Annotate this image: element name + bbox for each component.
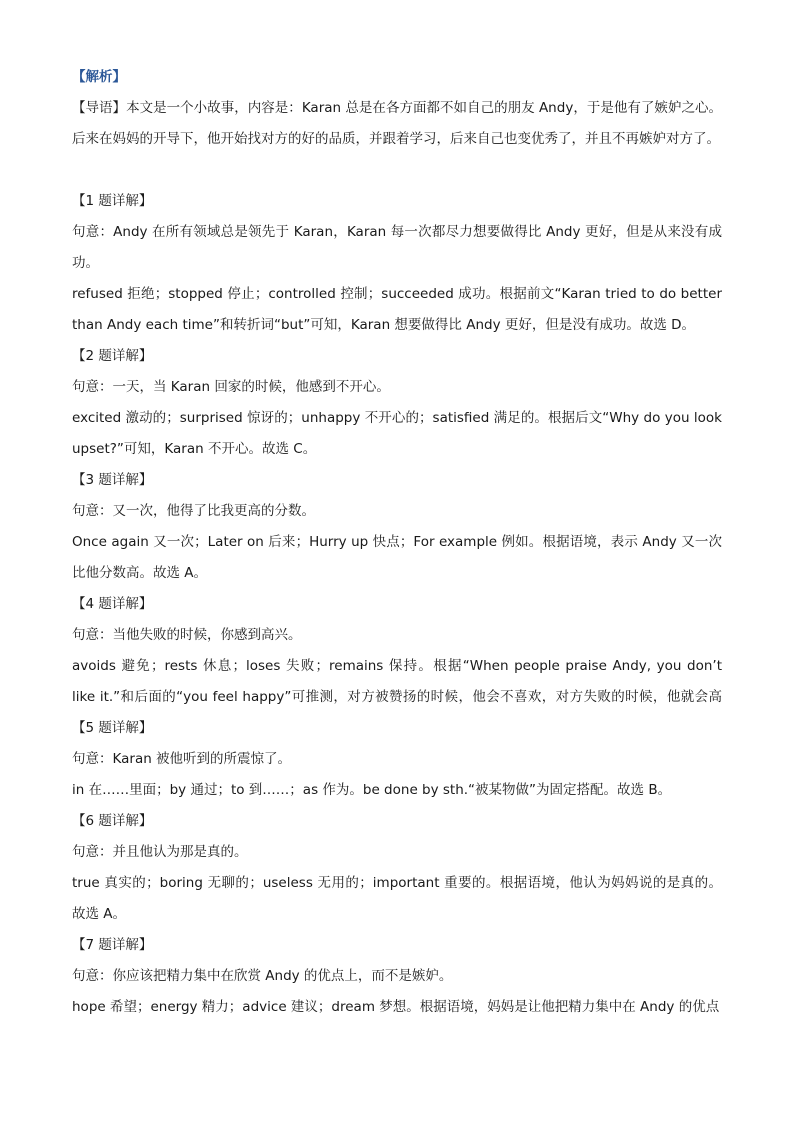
question-3-explanation: Once again 又一次；Later on 后来；Hurry up 快点；For example 例如。根据语境，表示 Andy 又一次比他分数高。故选 A。 [72, 534, 722, 581]
question-1-heading: 【1 题详解】 [72, 193, 153, 209]
question-5-heading: 【5 题详解】 [72, 720, 153, 736]
question-5-explanation: in 在……里面；by 通过；to 到……；as 作为。be done by sth.“被某物做”为固定搭配。故选 B。 [72, 782, 672, 798]
intro-paragraph [72, 93, 722, 186]
question-1-explanation: refused 拒绝；stopped 停止；controlled 控制；succeeded 成功。根据前文“Karan tried to do better than Andy each time”和转折词“but”可知，Karan 想要做得比 Andy 更好，但是没有成功。故选 D。 [72, 286, 722, 333]
question-2-explanation: excited 激动的；surprised 惊讶的；unhappy 不开心的；satisfied 满足的。根据后文“Why do you look upset?”可知，Karan 不开心。故选 C。 [72, 410, 722, 457]
question-7-explanation: hope 希望；energy 精力；advice 建议；dream 梦想。根据语境，妈妈是让他把精力集中在 Andy 的优点 [72, 999, 720, 1015]
intro-text: 本文是一个小故事，内容是：Karan 总是在各方面都不如自己的朋友 Andy，于是他有了嫉妒之心。后来在妈妈的开导下，他开始找对方的好的品质，并跟着学习，后来自己也变优秀了，并且不再嫉妒对方了。 [72, 100, 722, 147]
intro-label: 【导语】 [72, 100, 127, 116]
analysis-heading: 【解析】 [72, 69, 126, 85]
question-4-explanation: avoids 避免；rests 休息；loses 失败；remains 保持。根据“When people praise Andy, you don’t like it.”和后面的“you feel happy”可推测，对方被赞扬的时候，他会不喜欢，对方失败的时候，他就会高 [72, 658, 722, 705]
question-6-meaning: 句意：并且他认为那是真的。 [72, 844, 248, 860]
question-4-heading: 【4 题详解】 [72, 596, 153, 612]
question-7-meaning: 句意：你应该把精力集中在欣赏 Andy 的优点上，而不是嫉妒。 [72, 968, 453, 984]
question-2-heading: 【2 题详解】 [72, 348, 153, 364]
question-7-heading: 【7 题详解】 [72, 937, 153, 953]
question-3-meaning: 句意：又一次，他得了比我更高的分数。 [72, 503, 315, 519]
question-4-meaning: 句意：当他失败的时候，你感到高兴。 [72, 627, 302, 643]
question-6-explanation: true 真实的；boring 无聊的；useless 无用的；important 重要的。根据语境，他认为妈妈说的是真的。故选 A。 [72, 875, 722, 922]
question-1-meaning: 句意：Andy 在所有领域总是领先于 Karan，Karan 每一次都尽力想要做得比 Andy 更好，但是从来没有成功。 [72, 224, 722, 271]
question-5-meaning: 句意：Karan 被他听到的所震惊了。 [72, 751, 292, 767]
document-page [72, 62, 722, 1023]
question-6-heading: 【6 题详解】 [72, 813, 153, 829]
question-3-heading: 【3 题详解】 [72, 472, 153, 488]
question-2-meaning: 句意：一天，当 Karan 回家的时候，他感到不开心。 [72, 379, 390, 395]
